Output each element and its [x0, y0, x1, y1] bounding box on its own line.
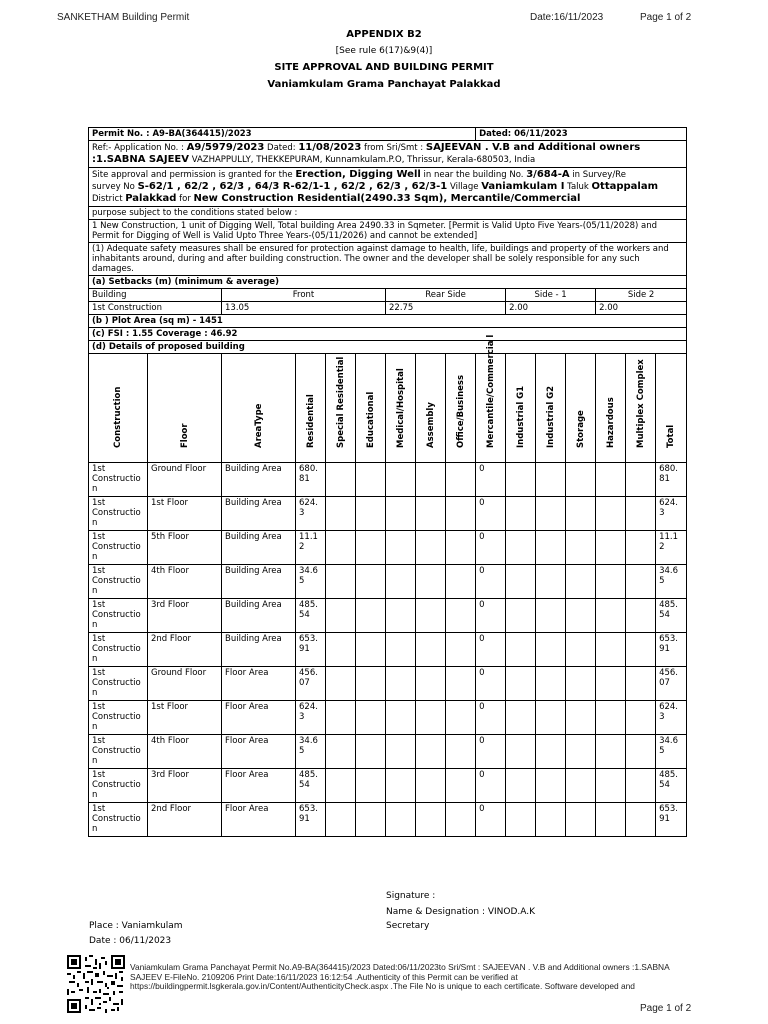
details-body: [89, 463, 687, 837]
table-cell: [416, 667, 446, 701]
building-number: 3/684-A: [526, 169, 570, 180]
setback-cell: 1st Construction: [89, 302, 222, 315]
owner-address: VAZHAPPULLY, THEKKEPURAM, Kunnamkulam.P.O, Thrissur, Kerala-680503, India: [191, 155, 536, 165]
table-cell: [326, 463, 356, 497]
details-column-header: [476, 334, 506, 463]
table-cell: [506, 667, 536, 701]
table-cell: 485. 54: [296, 599, 326, 633]
table-cell: 485. 54: [296, 769, 326, 803]
table-cell: [386, 769, 416, 803]
grant-text-1: Site approval and permission is granted for the: [92, 170, 293, 180]
table-cell: [506, 565, 536, 599]
table-cell: [326, 565, 356, 599]
table-cell: Floor Area: [222, 803, 296, 837]
details-column-header: [416, 354, 446, 463]
table-cell: 1st Constructio n: [89, 497, 148, 531]
table-cell: 456. 07: [656, 667, 687, 701]
table-cell: 1st Constructio n: [89, 769, 148, 803]
table-cell: [386, 735, 416, 769]
table-cell: [506, 633, 536, 667]
table-cell: [566, 463, 596, 497]
table-cell: [566, 803, 596, 837]
for-word: for: [179, 194, 191, 204]
table-cell: [566, 735, 596, 769]
table-cell: [596, 463, 626, 497]
table-cell: [416, 531, 446, 565]
table-cell: [536, 769, 566, 803]
table-cell: [416, 735, 446, 769]
table-cell: [446, 633, 476, 667]
table-cell: [446, 769, 476, 803]
table-cell: 11.1 2: [296, 531, 326, 565]
table-cell: [566, 497, 596, 531]
plot-area: (b ) Plot Area (sq m) - 1451: [89, 315, 687, 328]
table-cell: [536, 803, 566, 837]
footer-verification-text: Vaniamkulam Grama Panchayat Permit No.A9-BA(364415)/2023 Dated:06/11/2023to Sri/Smt : SAJEEVAN . V.B and Additional owners :1.SABNA SAJEEV E-FileNo. 2109206 Print Date:16/11/2023 16:12:54 .Authenticity of this Permit can be verified at https://buildingpermit.lsgkerala.gov.in/Content/AuthenticityCheck.aspx .The File No is unique to each certificate. Software developed and: [130, 962, 670, 991]
table-cell: [566, 531, 596, 565]
table-cell: [446, 599, 476, 633]
details-column-header-label: Special Residential: [335, 356, 346, 448]
table-cell: 0: [476, 769, 506, 803]
table-cell: [626, 531, 656, 565]
table-cell: 11.1 2: [656, 531, 687, 565]
table-cell: Floor Area: [222, 667, 296, 701]
table-cell: [326, 803, 356, 837]
fsi-coverage: (c) FSI : 1.55 Coverage : 46.92: [89, 328, 687, 341]
signatory-role: Secretary: [386, 921, 430, 931]
table-cell: 0: [476, 701, 506, 735]
table-cell: [566, 599, 596, 633]
header-app-name: SANKETHAM Building Permit: [57, 12, 190, 23]
table-cell: [506, 463, 536, 497]
table-cell: [356, 463, 386, 497]
table-cell: 0: [476, 803, 506, 837]
table-cell: 5th Floor: [148, 531, 222, 565]
setback-header: Side - 1: [506, 289, 596, 302]
table-cell: [386, 701, 416, 735]
table-cell: [536, 633, 566, 667]
table-cell: [566, 667, 596, 701]
table-cell: [416, 769, 446, 803]
district-word: District: [92, 194, 123, 204]
table-cell: [446, 735, 476, 769]
table-cell: 653. 91: [296, 803, 326, 837]
details-column-header: [656, 354, 687, 463]
table-cell: [416, 497, 446, 531]
table-cell: 1st Constructio n: [89, 599, 148, 633]
table-cell: [326, 599, 356, 633]
table-cell: 653. 91: [296, 633, 326, 667]
table-cell: 1st Constructio n: [89, 667, 148, 701]
header-page: Page 1 of 2: [640, 12, 692, 23]
details-header-row: [89, 354, 687, 463]
table-cell: [596, 701, 626, 735]
setbacks-title: (a) Setbacks (m) (minimum & average): [89, 276, 687, 289]
table-cell: [356, 735, 386, 769]
permit-date: Dated: 06/11/2023: [476, 128, 687, 141]
details-column-header: [148, 354, 222, 463]
table-cell: 653. 91: [656, 803, 687, 837]
table-cell: [416, 599, 446, 633]
table-row: [89, 633, 687, 667]
table-cell: [446, 463, 476, 497]
table-cell: Floor Area: [222, 701, 296, 735]
owner-name: SAJEEVAN . V.B and Additional owners: [425, 142, 641, 153]
table-cell: 1st Constructio n: [89, 735, 148, 769]
table-cell: [326, 701, 356, 735]
details-column-header: [506, 354, 536, 463]
table-cell: [596, 769, 626, 803]
table-cell: [536, 701, 566, 735]
table-cell: 1st Constructio n: [89, 803, 148, 837]
details-column-header-label: Industrial G2: [545, 385, 556, 448]
details-column-header: [326, 354, 356, 463]
table-cell: [626, 565, 656, 599]
appendix-title: APPENDIX B2: [346, 29, 422, 40]
table-cell: 1st Constructio n: [89, 531, 148, 565]
setback-cell: 2.00: [506, 302, 596, 315]
table-cell: [566, 701, 596, 735]
table-cell: [506, 769, 536, 803]
table-row: [89, 769, 687, 803]
table-cell: 485. 54: [656, 769, 687, 803]
table-cell: [326, 531, 356, 565]
table-cell: 456. 07: [296, 667, 326, 701]
grant-text-3: in Survey/Re: [572, 170, 626, 180]
permit-table: [88, 127, 687, 837]
table-cell: [356, 803, 386, 837]
details-column-header: [566, 354, 596, 463]
table-cell: 34.6 5: [296, 735, 326, 769]
table-cell: 2nd Floor: [148, 803, 222, 837]
table-cell: 0: [476, 565, 506, 599]
table-cell: [536, 531, 566, 565]
table-cell: 0: [476, 599, 506, 633]
table-cell: [596, 633, 626, 667]
table-row: [89, 531, 687, 565]
qr-code-icon: [67, 955, 125, 1013]
permit-number: Permit No. : A9-BA(364415)/2023: [89, 128, 476, 141]
table-cell: [626, 633, 656, 667]
table-cell: 1st Constructio n: [89, 565, 148, 599]
table-cell: [356, 667, 386, 701]
table-cell: [356, 599, 386, 633]
table-row: [89, 735, 687, 769]
table-cell: [536, 735, 566, 769]
table-cell: [386, 531, 416, 565]
table-row: [89, 803, 687, 837]
table-row: [89, 565, 687, 599]
table-cell: Building Area: [222, 633, 296, 667]
table-cell: [446, 667, 476, 701]
table-cell: [596, 667, 626, 701]
table-cell: 624. 3: [656, 497, 687, 531]
table-cell: [416, 463, 446, 497]
condition-2: (1) Adequate safety measures shall be ensured for protection against damage to health, life, buildings and property of the workers and inhabitants around, during and after building construction. The owner and the developer shall be solely responsible for any such damages.: [89, 243, 687, 276]
table-cell: [596, 565, 626, 599]
table-cell: Floor Area: [222, 769, 296, 803]
table-cell: [626, 701, 656, 735]
table-cell: [626, 803, 656, 837]
table-cell: 34.6 5: [656, 735, 687, 769]
setback-cell: 22.75: [386, 302, 506, 315]
table-cell: [326, 769, 356, 803]
table-cell: [596, 531, 626, 565]
additional-owner: :1.SABNA SAJEEV: [92, 154, 189, 165]
table-cell: [326, 497, 356, 531]
from-word: from Sri/Smt :: [363, 143, 424, 153]
table-cell: [386, 565, 416, 599]
signatory-name: Name & Designation : VINOD.A.K: [386, 907, 536, 917]
table-cell: [446, 497, 476, 531]
details-column-header-label: Residential: [305, 394, 316, 448]
table-cell: 624. 3: [296, 701, 326, 735]
table-cell: 4th Floor: [148, 565, 222, 599]
village-name: Vaniamkulam I: [481, 181, 565, 192]
table-cell: Building Area: [222, 497, 296, 531]
table-cell: 0: [476, 497, 506, 531]
details-column-header: [296, 354, 326, 463]
table-cell: [446, 803, 476, 837]
signature-label: Signature :: [386, 891, 436, 901]
table-cell: 0: [476, 463, 506, 497]
details-column-header: [222, 354, 296, 463]
details-column-header-label: Industrial G1: [515, 385, 526, 448]
table-cell: [446, 531, 476, 565]
condition-1: 1 New Construction, 1 unit of Digging Well, Total building Area 2490.33 in Sqmeter. [Permit is Valid Upto Five Years-(05/11/2028) and Permit for Digging of Well is Valid Upto Three Years-(05/11/2026) and cannot be extended]: [89, 220, 687, 243]
table-cell: 680. 81: [656, 463, 687, 497]
table-cell: [416, 633, 446, 667]
table-cell: [626, 667, 656, 701]
table-cell: [356, 565, 386, 599]
table-cell: [356, 497, 386, 531]
details-column-header-label: Floor: [179, 423, 190, 448]
table-cell: [626, 599, 656, 633]
setback-header: Building: [89, 289, 222, 302]
table-cell: 0: [476, 735, 506, 769]
table-cell: Ground Floor: [148, 463, 222, 497]
construction-purpose: New Construction Residential(2490.33 Sqm), Mercantile/Commercial: [193, 193, 581, 204]
table-cell: [506, 497, 536, 531]
table-cell: [626, 735, 656, 769]
details-column-header: [446, 354, 476, 463]
table-cell: [566, 633, 596, 667]
survey-word: survey No: [92, 182, 135, 192]
details-column-header-label: Mercantile/Commercia l: [485, 334, 496, 448]
details-column-header-label: Construction: [113, 386, 123, 448]
details-column-header-label: Office/Business: [455, 374, 466, 448]
table-cell: [506, 531, 536, 565]
work-type: Erection, Digging Well: [295, 169, 421, 180]
table-cell: [416, 565, 446, 599]
table-cell: Building Area: [222, 599, 296, 633]
table-cell: [446, 565, 476, 599]
table-cell: [326, 667, 356, 701]
table-cell: 1st Constructio n: [89, 463, 148, 497]
table-cell: [626, 463, 656, 497]
table-row: [89, 497, 687, 531]
table-cell: 34.6 5: [296, 565, 326, 599]
setback-header: Front: [222, 289, 386, 302]
table-cell: 0: [476, 531, 506, 565]
details-column-header-label: Storage: [575, 410, 586, 448]
table-cell: [566, 565, 596, 599]
details-column-header-label: AreaType: [253, 403, 264, 448]
table-cell: 0: [476, 633, 506, 667]
table-cell: 653. 91: [656, 633, 687, 667]
setback-cell: 13.05: [222, 302, 386, 315]
taluk-name: Ottappalam: [591, 181, 659, 192]
rule-reference: [See rule 6(17)&9(4)]: [335, 46, 433, 56]
table-cell: [386, 803, 416, 837]
table-cell: 624. 3: [656, 701, 687, 735]
table-cell: [596, 735, 626, 769]
application-reference: [89, 141, 687, 168]
table-cell: 1st Floor: [148, 497, 222, 531]
table-cell: [596, 497, 626, 531]
table-cell: [536, 463, 566, 497]
details-column-header: [89, 354, 148, 463]
table-cell: [386, 497, 416, 531]
table-cell: Building Area: [222, 463, 296, 497]
setback-cell: 2.00: [596, 302, 687, 315]
ref-prefix: Ref:- Application No. :: [92, 143, 184, 153]
table-cell: 624. 3: [296, 497, 326, 531]
details-column-header-label: Assembly: [425, 402, 436, 448]
table-cell: [506, 735, 536, 769]
details-title: (d) Details of proposed building: [89, 341, 687, 354]
details-column-header: [386, 354, 416, 463]
table-cell: Floor Area: [222, 735, 296, 769]
place: Place : Vaniamkulam: [89, 921, 183, 931]
details-column-header-label: Hazardous: [605, 397, 616, 448]
table-cell: 3rd Floor: [148, 599, 222, 633]
details-column-header-label: Medical/Hospital: [395, 368, 406, 448]
table-cell: Building Area: [222, 531, 296, 565]
table-cell: [566, 769, 596, 803]
district-name: Palakkad: [125, 193, 177, 204]
table-cell: [326, 633, 356, 667]
details-column-header: [356, 354, 386, 463]
table-cell: [356, 769, 386, 803]
table-row: [89, 701, 687, 735]
table-cell: 485. 54: [656, 599, 687, 633]
table-cell: [506, 599, 536, 633]
table-row: [89, 463, 687, 497]
table-cell: [536, 667, 566, 701]
details-column-header: [596, 354, 626, 463]
table-cell: Building Area: [222, 565, 296, 599]
panchayat-name: Vaniamkulam Grama Panchayat Palakkad: [267, 79, 501, 90]
grant-statement: [89, 168, 687, 207]
details-column-header-label: Total: [666, 424, 677, 448]
table-cell: 2nd Floor: [148, 633, 222, 667]
table-cell: [356, 633, 386, 667]
document-title: SITE APPROVAL AND BUILDING PERMIT: [274, 62, 494, 73]
dated-word: Dated:: [267, 143, 296, 153]
survey-numbers: S-62/1 , 62/2 , 62/3 , 64/3 R-62/1-1 , 62/2 , 62/3 , 62/3-1: [137, 181, 448, 192]
table-cell: Ground Floor: [148, 667, 222, 701]
table-cell: [416, 803, 446, 837]
table-cell: 3rd Floor: [148, 769, 222, 803]
header-date: Date:16/11/2023: [530, 12, 604, 23]
table-cell: [386, 667, 416, 701]
table-row: [89, 667, 687, 701]
details-column-header: [626, 354, 656, 463]
application-number: A9/5979/2023: [186, 142, 265, 153]
footer-page: Page 1 of 2: [640, 1003, 692, 1014]
table-cell: [536, 565, 566, 599]
village-word: Village: [449, 182, 479, 192]
table-cell: 1st Constructio n: [89, 701, 148, 735]
table-cell: [416, 701, 446, 735]
taluk-word: Taluk: [567, 182, 589, 192]
table-cell: 0: [476, 667, 506, 701]
setback-header: Rear Side: [386, 289, 506, 302]
table-cell: 680. 81: [296, 463, 326, 497]
table-cell: [596, 599, 626, 633]
table-cell: [356, 531, 386, 565]
table-cell: [386, 599, 416, 633]
table-cell: [446, 701, 476, 735]
table-cell: [386, 633, 416, 667]
table-cell: [386, 463, 416, 497]
table-cell: [596, 803, 626, 837]
grant-text-2: in near the building No.: [423, 170, 524, 180]
table-cell: [626, 769, 656, 803]
table-cell: [356, 701, 386, 735]
table-cell: [506, 803, 536, 837]
table-cell: [326, 735, 356, 769]
table-cell: 34.6 5: [656, 565, 687, 599]
table-cell: 1st Constructio n: [89, 633, 148, 667]
application-date: 11/08/2023: [298, 142, 362, 153]
table-cell: 4th Floor: [148, 735, 222, 769]
details-column-header-label: Educational: [365, 391, 376, 448]
details-column-header: [536, 354, 566, 463]
table-row: [89, 599, 687, 633]
table-cell: [626, 497, 656, 531]
table-cell: [536, 599, 566, 633]
table-cell: [536, 497, 566, 531]
setback-header: Side 2: [596, 289, 687, 302]
issue-date: Date : 06/11/2023: [89, 936, 172, 946]
table-cell: 1st Floor: [148, 701, 222, 735]
table-cell: [506, 701, 536, 735]
details-column-header-label: Multiplex Complex: [635, 359, 646, 448]
purpose-line: purpose subject to the conditions stated below :: [89, 207, 687, 220]
